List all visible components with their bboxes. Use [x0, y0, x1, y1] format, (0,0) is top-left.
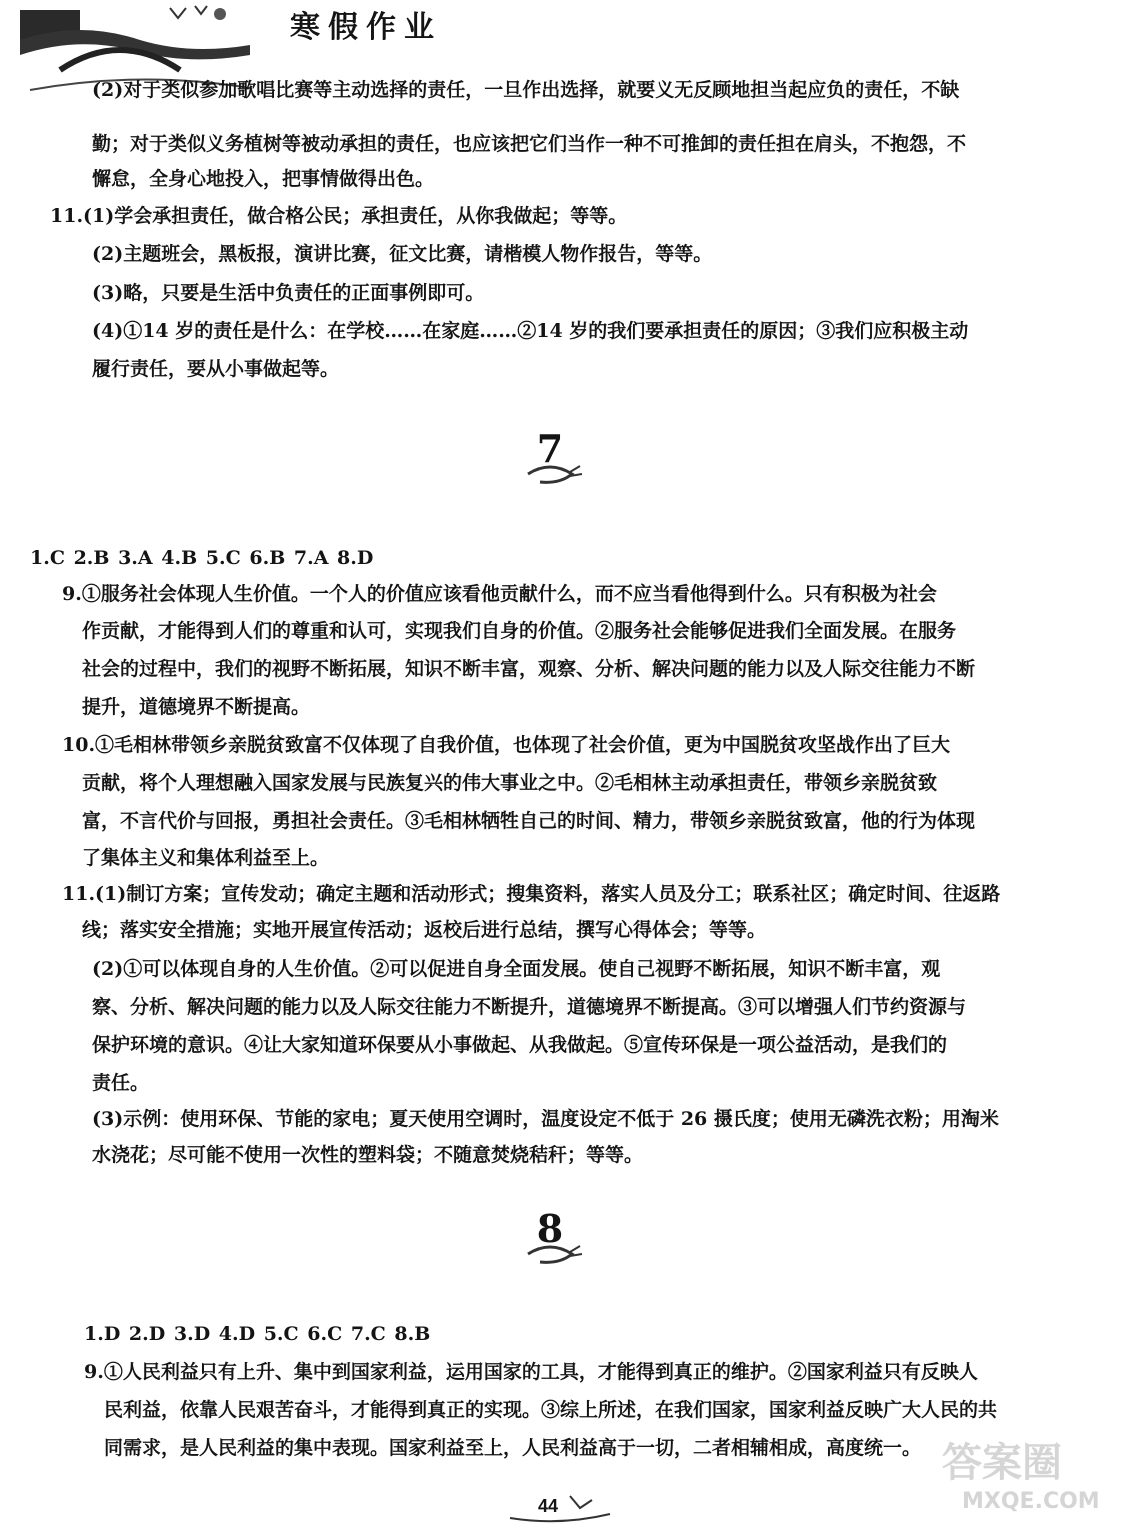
text-line: 提升，道德境界不断提高。: [82, 696, 311, 718]
text-line: 履行责任，要从小事做起等。: [92, 358, 340, 380]
text-line: (3)示例：使用环保、节能的家电；夏天使用空调时，温度设定不低于 26 摄氏度；使用无磷洗衣粉；用淘米: [92, 1108, 999, 1130]
text-line: 线；落实安全措施；实地开展宣传活动；返校后进行总结，撰写心得体会；等等。: [82, 919, 767, 941]
section-8-answers: 1.D 2.D 3.D 4.D 5.C 6.C 7.C 8.B: [84, 1323, 431, 1345]
text-line: (2)①可以体现自身的人生价值。②可以促进自身全面发展。使自己视野不断拓展，知识不断丰富，观: [92, 958, 941, 980]
section-ornament-icon: [520, 426, 600, 506]
section-7-number: 7: [536, 426, 564, 471]
text-line: 9.①人民利益只有上升、集中到国家利益，运用国家的工具，才能得到真正的维护。②国家利益只有反映人: [84, 1361, 978, 1383]
watermark-logo: [932, 1426, 1112, 1516]
svg-text:MXQE.COM: MXQE.COM: [962, 1489, 1100, 1514]
text-line: (2)主题班会，黑板报，演讲比赛，征文比赛，请楷模人物作报告，等等。: [92, 243, 713, 265]
text-line: 9.①服务社会体现人生价值。一个人的价值应该看他贡献什么，而不应当看他得到什么。只有积极为社会: [62, 583, 937, 605]
header-title: 寒假作业: [290, 10, 442, 45]
text-line: 社会的过程中，我们的视野不断拓展，知识不断丰富，观察、分析、解决问题的能力以及人际交往能力不断: [82, 658, 976, 680]
text-line: 懈怠，全身心地投入，把事情做得出色。: [92, 168, 435, 190]
section-8-number: 8: [536, 1206, 564, 1251]
section-7-answers: 1.C 2.B 3.A 4.B 5.C 6.B 7.A 8.D: [30, 547, 374, 569]
text-line: 水浇花；尽可能不使用一次性的塑料袋；不随意焚烧秸秆；等等。: [92, 1144, 644, 1166]
text-line: 作贡献，才能得到人们的尊重和认可，实现我们自身的价值。②服务社会能够促进我们全面发展。在服务: [82, 620, 957, 642]
page-number: 44: [538, 1496, 559, 1516]
text-line: 富，不言代价与回报，勇担社会责任。③毛相林牺牲自己的时间、精力，带领乡亲脱贫致富，他的行为体现: [82, 810, 976, 832]
text-line: 民利益，依靠人民艰苦奋斗，才能得到真正的实现。③综上所述，在我们国家，国家利益反映广大人民的共: [104, 1399, 998, 1421]
text-line: 了集体主义和集体利益至上。: [82, 847, 330, 869]
section-8-mark: [520, 1206, 600, 1286]
text-line: 察、分析、解决问题的能力以及人际交往能力不断提升，道德境界不断提高。③可以增强人们节约资源与: [92, 996, 967, 1018]
text-line: 11.(1)学会承担责任，做合格公民；承担责任，从你我做起；等等。: [50, 205, 628, 227]
text-line: 责任。: [92, 1072, 150, 1094]
footer-ornament-icon: [500, 1486, 620, 1526]
text-line: (4)①14 岁的责任是什么：在学校……在家庭……②14 岁的我们要承担责任的原因；③我们应积极主动: [92, 320, 969, 342]
section-7-mark: [520, 426, 600, 506]
section-ornament-icon: [520, 1206, 600, 1286]
text-line: 勤；对于类似义务植树等被动承担的责任，也应该把它们当作一种不可推卸的责任担在肩头，不抱怨，不: [92, 133, 967, 155]
text-line: 11.(1)制订方案；宣传发动；确定主题和活动形式；搜集资料，落实人员及分工；联系社区；确定时间、往返路: [62, 883, 1001, 905]
text-line: 10.①毛相林带领乡亲脱贫致富不仅体现了自我价值，也体现了社会价值，更为中国脱贫攻坚战作出了巨大: [62, 734, 951, 756]
text-line: (3)略，只要是生活中负责任的正面事例即可。: [92, 282, 485, 304]
text-line: 贡献，将个人理想融入国家发展与民族复兴的伟大事业之中。②毛相林主动承担责任，带领乡亲脱贫致: [82, 772, 938, 794]
text-line: (2)对于类似参加歌唱比赛等主动选择的责任，一旦作出选择，就要义无反顾地担当起应负的责任，不缺: [92, 79, 960, 101]
svg-text:答案圈: 答案圈: [942, 1440, 1062, 1486]
text-line: 同需求，是人民利益的集中表现。国家利益至上，人民利益高于一切，二者相辅相成，高度统一。: [104, 1437, 922, 1459]
text-line: 保护环境的意识。④让大家知道环保要从小事做起、从我做起。⑤宣传环保是一项公益活动，是我们的: [92, 1034, 948, 1056]
